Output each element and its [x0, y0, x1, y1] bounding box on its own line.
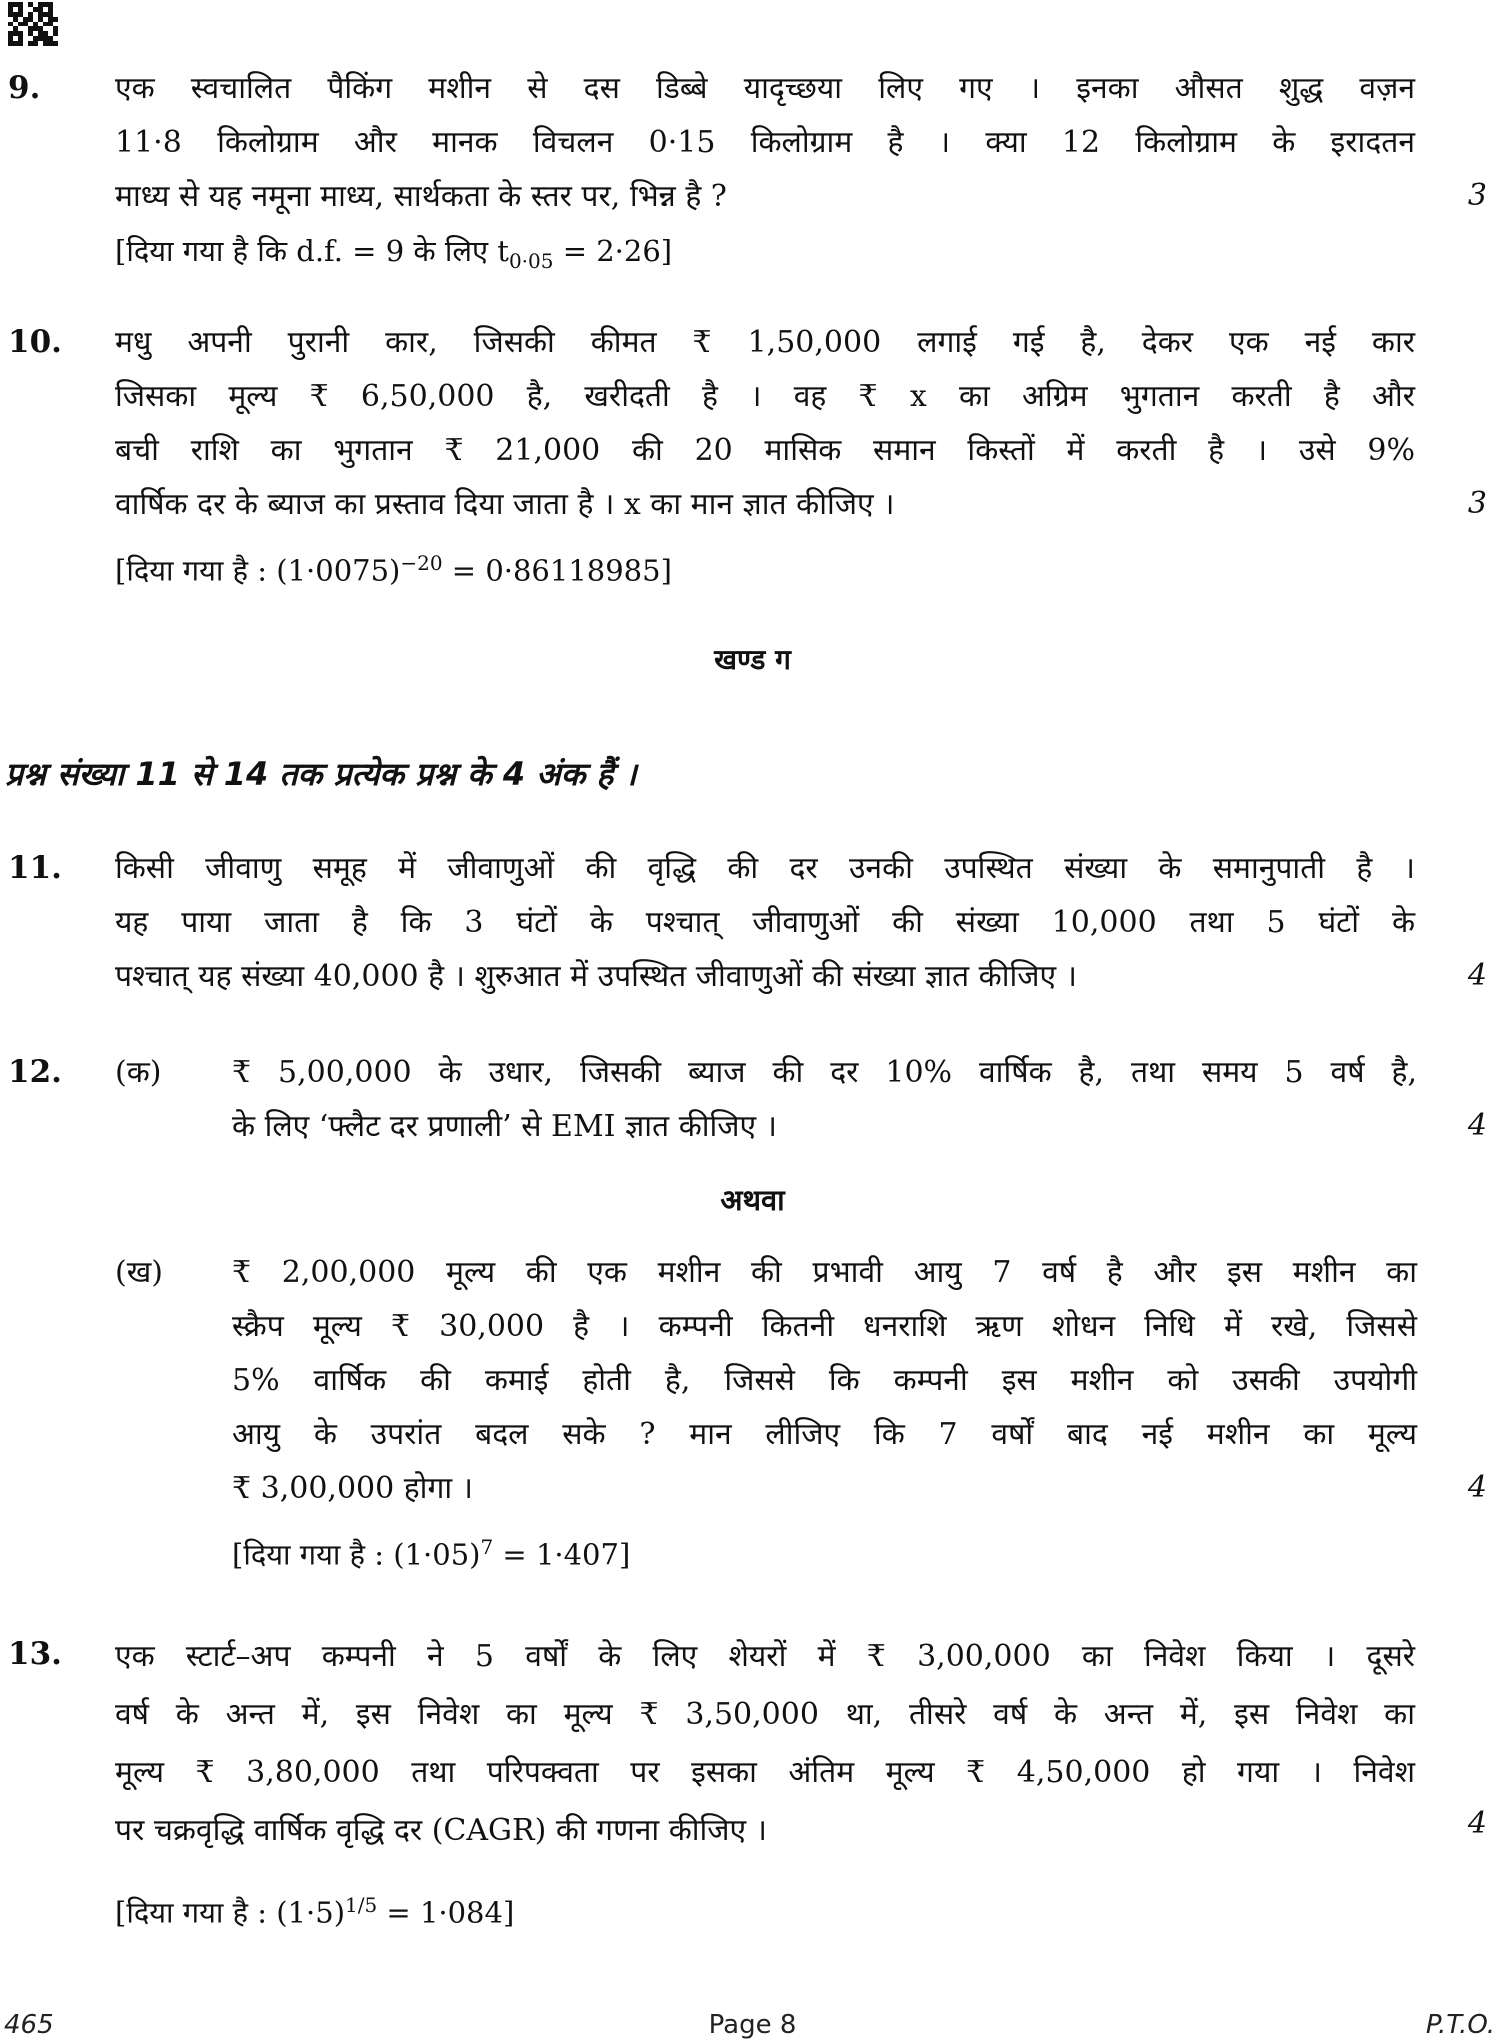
text-line: वार्षिक दर के ब्याज का प्रस्ताव दिया जाता है । x का मान ज्ञात कीजिए ।: [115, 487, 895, 522]
text-line: आयु के उपरांत बदल सके ? मान लीजिए कि 7 वर्षों बाद नई मशीन का मूल्य: [232, 1417, 1417, 1452]
text-line: 11·8 किलोग्राम और मानक विचलन 0·15 किलोग्राम है । क्या 12 किलोग्राम के इरादतन: [115, 125, 1415, 160]
part-b-text: [232, 1246, 1417, 1582]
marks: 3: [1467, 486, 1487, 521]
text-line: पश्चात् यह संख्या 40,000 है । शुरुआत में उपस्थित जीवाणुओं की संख्या ज्ञात कीजिए ।: [115, 959, 1077, 994]
text-line: एक स्वचालित पैकिंग मशीन से दस डिब्बे यादृच्छया लिए गए । इनका औसत शुद्ध वज़न: [115, 71, 1415, 106]
text-line: वर्ष के अन्त में, इस निवेश का मूल्य ₹ 3,50,000 था, तीसरे वर्ष के अन्त में, इस निवेश का: [115, 1697, 1415, 1732]
text-line: मूल्य ₹ 3,80,000 तथा परिपक्वता पर इसका अंतिम मूल्य ₹ 4,50,000 हो गया । निवेश: [115, 1755, 1415, 1790]
question-number: 9.: [8, 70, 41, 106]
text-line: किसी जीवाणु समूह में जीवाणुओं की वृद्धि की दर उनकी उपस्थित संख्या के समानुपाती है ।: [115, 851, 1415, 886]
marks: 3: [1467, 178, 1487, 213]
text-line: बची राशि का भुगतान ₹ 21,000 की 20 मासिक समान किस्तों में करती है । उसे 9%: [115, 433, 1415, 468]
question-text: [115, 62, 1415, 288]
qr-code: [8, 2, 58, 46]
given-formula: [दिया गया है कि d.f. = 9 के लिए $t_{0\cdot 05} = 2\cdot 26$]: [115, 234, 673, 273]
text-line: 5% वार्षिक की कमाई होती है, जिससे कि कम्पनी इस मशीन को उसकी उपयोगी: [232, 1363, 1417, 1398]
question-number: 11.: [8, 850, 62, 886]
question-number: 10.: [8, 324, 62, 360]
text-line: यह पाया जाता है कि 3 घंटों के पश्चात् जीवाणुओं की संख्या 10,000 तथा 5 घंटों के: [115, 905, 1415, 940]
page-number: Page 8: [708, 2010, 797, 2040]
question-text: [115, 842, 1415, 1004]
section-instruction: प्रश्न संख्या 11 से 14 तक प्रत्येक प्रश्न के 4 अंक हैं ।: [5, 755, 637, 793]
marks: 4: [1467, 1470, 1487, 1505]
marks: 4: [1467, 1108, 1487, 1143]
text-line: ₹ 3,00,000 होगा ।: [232, 1471, 474, 1506]
part-b-label: (ख): [115, 1255, 163, 1290]
paper-code: 465: [4, 2010, 54, 2040]
text-line: ₹ 2,00,000 मूल्य की एक मशीन की प्रभावी आयु 7 वर्ष है और इस मशीन का: [232, 1255, 1417, 1290]
text-line: माध्य से यह नमूना माध्य, सार्थकता के स्तर पर, भिन्न है ?: [115, 179, 727, 214]
text-line: मधु अपनी पुरानी कार, जिसकी कीमत ₹ 1,50,000 लगाई गई है, देकर एक नई कार: [115, 325, 1415, 360]
page-footer: [0, 2010, 1505, 2040]
text-line: जिसका मूल्य ₹ 6,50,000 है, खरीदती है । वह ₹ x का अग्रिम भुगतान करती है और: [115, 379, 1415, 414]
marks: 4: [1467, 958, 1487, 993]
question-number: 13.: [8, 1636, 62, 1672]
text-line: ₹ 5,00,000 के उधार, जिसकी ब्याज की दर 10% वार्षिक है, तथा समय 5 वर्ष है,: [232, 1055, 1417, 1090]
section-title: खण्ड ग: [714, 643, 791, 676]
given-formula: [दिया गया है : $(1\cdot 5)^{1/5} = 1\cdot 084$]: [115, 1893, 515, 1930]
part-a-text: [232, 1046, 1417, 1154]
text-line: स्क्रैप मूल्य ₹ 30,000 है । कम्पनी कितनी धनराशि ऋण शोधन निधि में रखे, जिससे: [232, 1309, 1417, 1344]
given-formula: [दिया गया है : $(1\cdot 05)^7 = 1\cdot 407$]: [232, 1535, 631, 1572]
or-separator: अथवा: [720, 1183, 785, 1217]
given-formula: [दिया गया है : $(1\cdot 0075)^{-20} = 0\cdot 86118985$]: [115, 551, 672, 588]
marks: 4: [1467, 1806, 1487, 1841]
pto-label: P.T.O.: [1425, 2010, 1495, 2040]
text-line: पर चक्रवृद्धि वार्षिक वृद्धि दर (CAGR) की गणना कीजिए ।: [115, 1813, 768, 1848]
question-text: [115, 316, 1415, 598]
question-number: 12.: [8, 1054, 62, 1090]
text-line: के लिए ‘फ्लैट दर प्रणाली’ से EMI ज्ञात कीजिए ।: [232, 1109, 778, 1144]
text-line: एक स्टार्ट–अप कम्पनी ने 5 वर्षों के लिए शेयरों में ₹ 3,00,000 का निवेश किया । दूसरे: [115, 1639, 1415, 1674]
question-text: [115, 1628, 1415, 1942]
part-a-label: (क): [115, 1055, 162, 1090]
